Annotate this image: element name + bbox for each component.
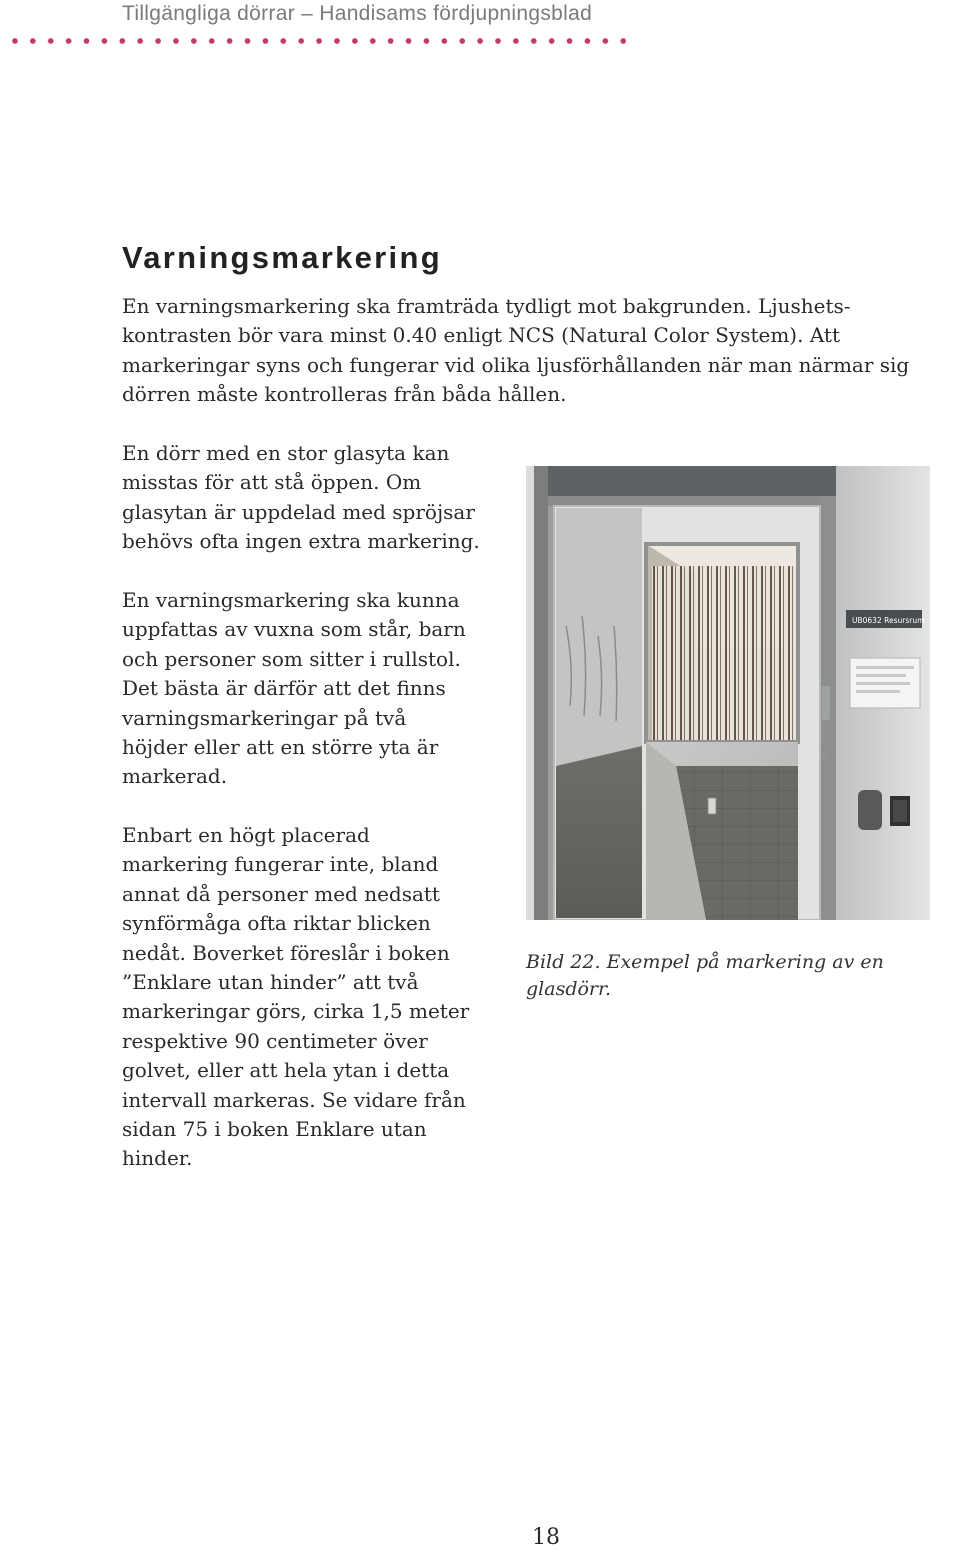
boverket-paragraph <box>122 821 469 1174</box>
caption-line: glasdörr. <box>526 978 612 1000</box>
text-line: markerad. <box>122 764 228 789</box>
two-heights-paragraph <box>122 586 466 792</box>
text-line: glasytan är uppdelad med spröjsar <box>122 499 475 524</box>
section-heading: Varningsmarkering <box>122 240 442 275</box>
text-line: ”Enklare utan hinder” att två <box>122 970 419 995</box>
text-line: och personer som sitter i rullstol. <box>122 646 461 671</box>
text-line: Det bästa är därför att det finns <box>122 676 446 701</box>
text-line: synförmåga ofta riktar blicken <box>122 911 431 936</box>
glass-door-photo <box>526 466 930 920</box>
text-line: behövs ofta ingen extra markering. <box>122 529 480 554</box>
text-line: golvet, eller att hela ytan i detta <box>122 1058 450 1083</box>
page-number: 18 <box>532 1525 560 1550</box>
text-line: En dörr med en stor glasyta kan <box>122 441 450 465</box>
text-line: dörren måste kontrolleras från båda hållen. <box>122 382 567 407</box>
text-line: kontrasten bör vara minst 0.40 enligt NCS (Natural Color System). Att <box>122 323 840 348</box>
figure-caption <box>526 949 884 1003</box>
intro-paragraph <box>122 292 909 410</box>
text-line: annat då personer med nedsatt <box>122 881 440 906</box>
text-line: varningsmarkeringar på två <box>122 705 407 730</box>
text-line: nedåt. Boverket föreslår i boken <box>122 940 450 965</box>
text-line: höjder eller att en större yta är <box>122 735 439 760</box>
text-line: respektive 90 centimeter över <box>122 1028 428 1053</box>
text-line: uppfattas av vuxna som står, barn <box>122 617 466 642</box>
text-line: hinder. <box>122 1146 193 1171</box>
dotted-divider <box>6 37 626 45</box>
caption-line: Bild 22. Exempel på markering av en <box>526 951 884 973</box>
running-header: Tillgängliga dörrar – Handisams fördjupningsblad <box>122 2 593 25</box>
text-line: markeringar syns och fungerar vid olika ljusförhållanden när man närmar sig <box>122 352 910 377</box>
text-line: misstas för att stå öppen. Om <box>122 470 422 495</box>
text-line: intervall markeras. Se vidare från <box>122 1087 466 1112</box>
text-line: Enbart en högt placerad <box>122 823 370 847</box>
glass-door-paragraph <box>122 439 480 557</box>
text-line: sidan 75 i boken Enklare utan <box>122 1117 427 1142</box>
text-line: markering fungerar inte, bland <box>122 852 439 877</box>
text-line: En varningsmarkering ska framträda tydligt mot bakgrunden. Ljushets- <box>122 294 851 318</box>
text-line: En varningsmarkering ska kunna <box>122 588 460 612</box>
text-line: markeringar görs, cirka 1,5 meter <box>122 999 470 1024</box>
room-sign: UB0632 Resursrum <box>852 616 925 625</box>
